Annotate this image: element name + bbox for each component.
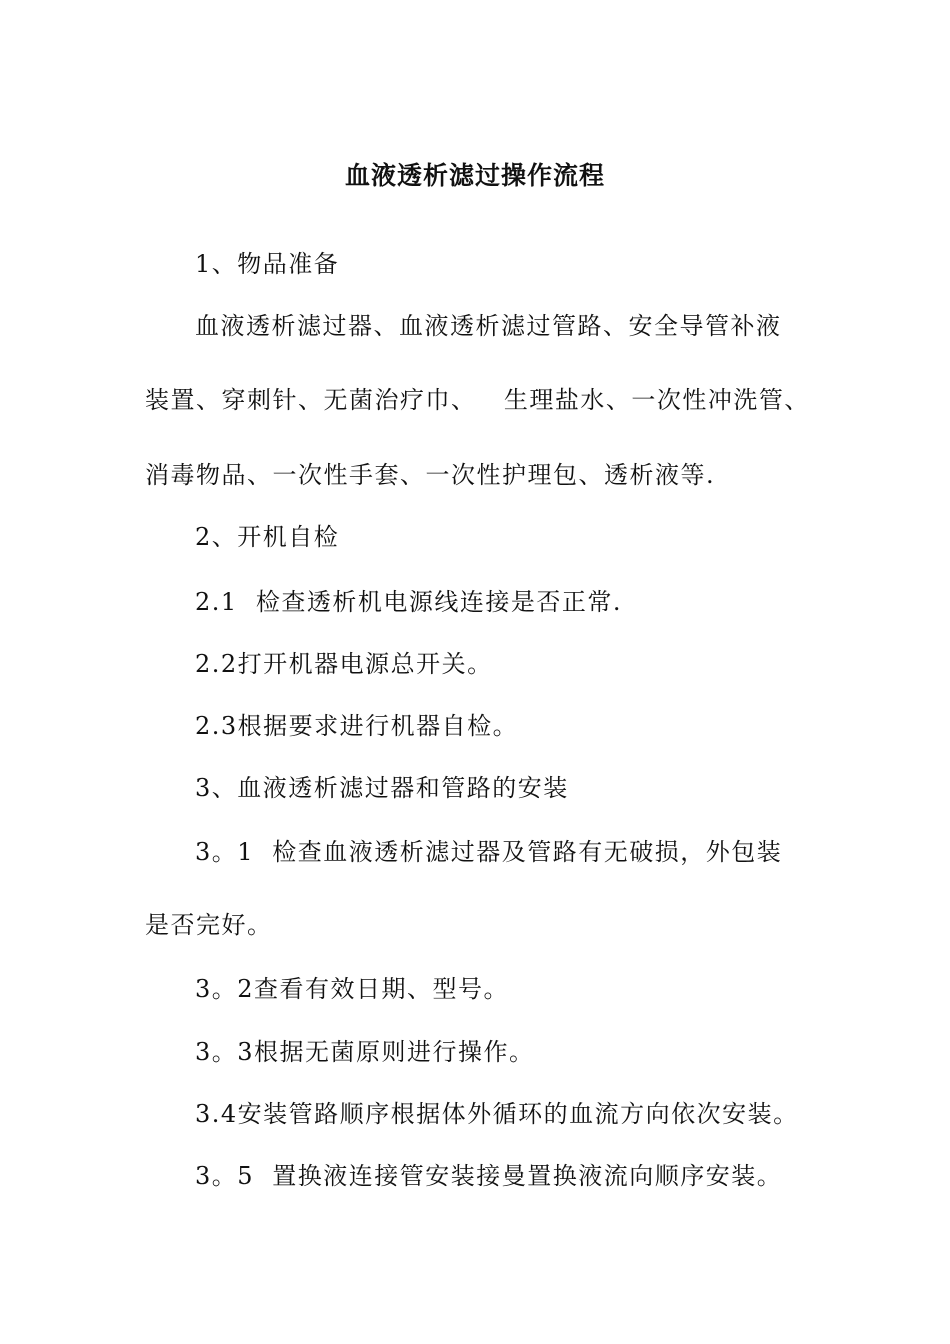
paragraph-line: 是否完好。 bbox=[145, 911, 273, 939]
paragraph-line: 3.4安装管路顺序根据体外循环的血流方向依次安装。 bbox=[195, 1100, 799, 1128]
paragraph-line: 血液透析滤过器、血液透析滤过管路、安全导管补液 bbox=[195, 312, 782, 340]
document-title: 血液透析滤过操作流程 bbox=[344, 161, 605, 190]
paragraph-line: 3。1 检查血液透析滤过器及管路有无破损，外包装 bbox=[195, 838, 783, 866]
section-heading-2: 2、开机自检 bbox=[195, 523, 340, 551]
paragraph-line: 3。3根据无菌原则进行操作。 bbox=[195, 1038, 535, 1066]
section-heading-3: 3、血液透析滤过器和管路的安装 bbox=[195, 774, 569, 802]
paragraph-line: 消毒物品、一次性手套、一次性护理包、透析液等. bbox=[145, 461, 716, 489]
paragraph-line: 2.1 检查透析机电源线连接是否正常. bbox=[195, 588, 623, 616]
paragraph-line: 2.2打开机器电源总开关。 bbox=[195, 650, 493, 678]
paragraph-line: 装置、穿刺针、无菌治疗巾、 生理盐水、一次性冲洗管、 bbox=[145, 386, 810, 414]
section-heading-1: 1、物品准备 bbox=[195, 250, 340, 278]
paragraph-line: 2.3根据要求进行机器自检。 bbox=[195, 712, 519, 740]
paragraph-line: 3。2查看有效日期、型号。 bbox=[195, 975, 510, 1003]
paragraph-line: 3。5 置换液连接管安装接曼置换液流向顺序安装。 bbox=[195, 1162, 783, 1190]
